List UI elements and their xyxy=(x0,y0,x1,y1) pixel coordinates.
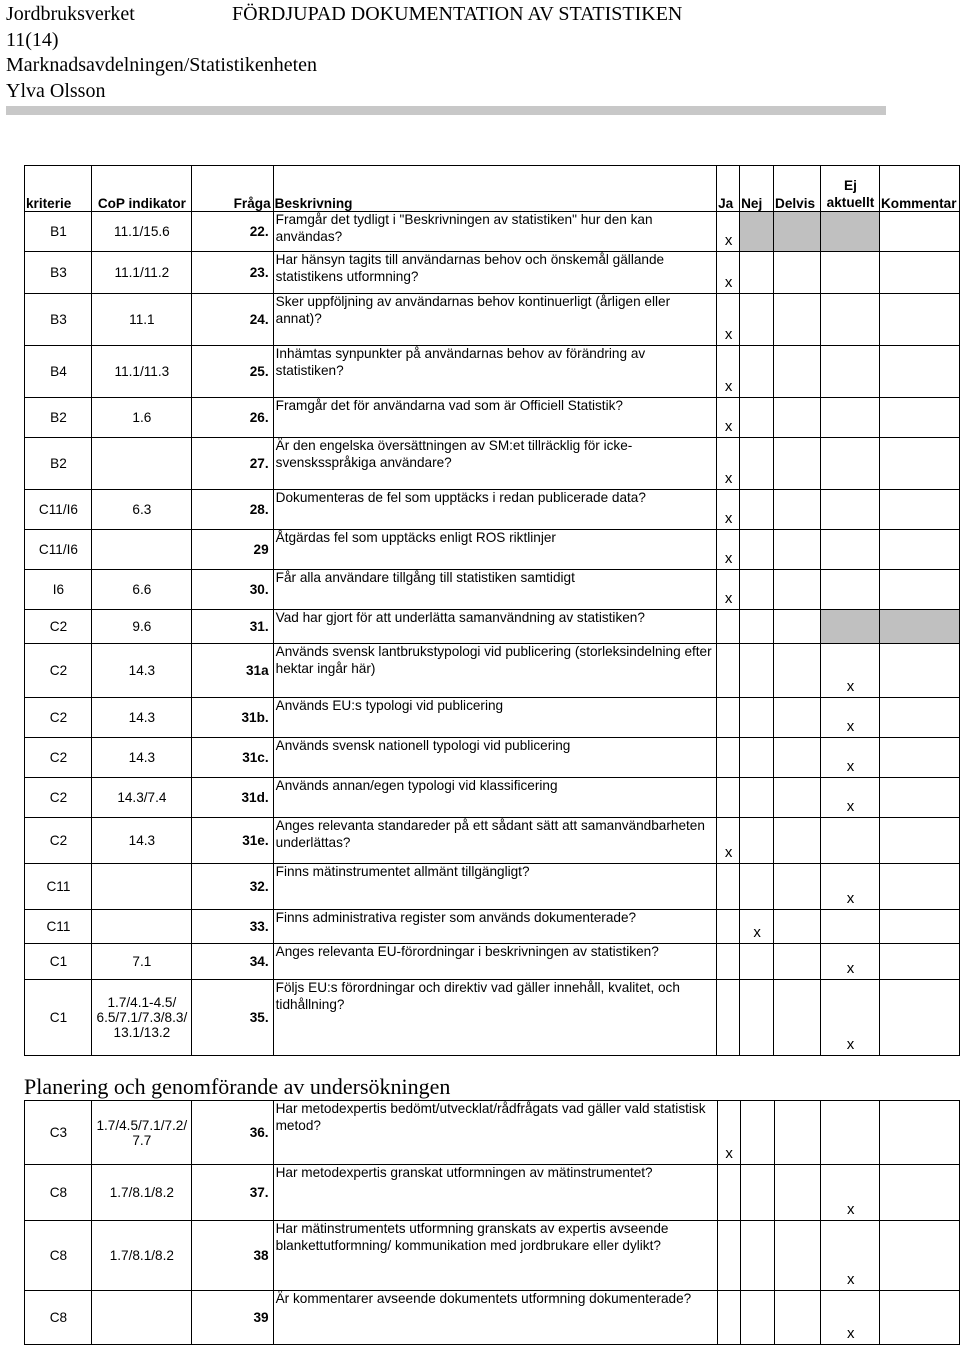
cell-kommentar xyxy=(879,778,959,818)
cell-mark xyxy=(821,398,880,438)
cell-cop: 11.1/11.3 xyxy=(91,346,191,398)
org-name: Jordbruksverket xyxy=(6,3,135,25)
cell-mark xyxy=(717,864,740,910)
cell-fraga: 35. xyxy=(191,980,273,1056)
cell-fraga: 24. xyxy=(191,294,273,346)
cell-kriterie: B4 xyxy=(25,346,92,398)
cell-mark: x xyxy=(717,818,740,864)
cell-mark: x xyxy=(717,252,740,294)
col-kommentar: Kommentar xyxy=(879,166,959,212)
cell-mark xyxy=(740,212,774,252)
cell-beskrivning: Används EU:s typologi vid publicering xyxy=(273,698,716,738)
cell-fraga: 31e. xyxy=(191,818,273,864)
cell-mark xyxy=(740,818,774,864)
cell-mark xyxy=(717,644,740,698)
cell-fraga: 27. xyxy=(191,438,273,490)
cell-beskrivning: Finns administrativa register som används dokumenterade? xyxy=(273,910,716,944)
cell-mark: x xyxy=(717,294,740,346)
document-title: FÖRDJUPAD DOKUMENTATION AV STATISTIKEN xyxy=(232,3,683,25)
assessment-table xyxy=(24,165,960,1056)
cell-mark xyxy=(717,1291,740,1345)
cell-kriterie: C8 xyxy=(25,1291,92,1345)
cell-mark xyxy=(774,980,821,1056)
cell-cop: 1.7/4.5/7.1/7.2/ 7.7 xyxy=(91,1101,191,1165)
cell-mark: x xyxy=(717,490,740,530)
cell-kommentar xyxy=(879,438,959,490)
cell-cop: 11.1/15.6 xyxy=(91,212,191,252)
cell-kriterie: B2 xyxy=(25,398,92,438)
table-row xyxy=(25,490,960,530)
cell-mark xyxy=(821,610,880,644)
cell-fraga: 39 xyxy=(191,1291,273,1345)
cell-kommentar xyxy=(879,610,959,644)
cell-mark xyxy=(821,252,880,294)
cell-cop: 7.1 xyxy=(91,944,191,980)
cell-mark xyxy=(774,212,821,252)
cell-mark xyxy=(740,1291,774,1345)
cell-beskrivning: Är den engelska översättningen av SM:et tillräcklig för icke-svensksspråkiga användare? xyxy=(273,438,716,490)
col-fraga: Fråga xyxy=(191,166,273,212)
cell-kommentar xyxy=(879,294,959,346)
cell-mark xyxy=(821,910,880,944)
cell-kriterie: B3 xyxy=(25,252,92,294)
cell-mark xyxy=(740,864,774,910)
cell-mark: x xyxy=(740,910,774,944)
cell-mark xyxy=(821,346,880,398)
cell-mark xyxy=(774,610,821,644)
cell-cop: 14.3 xyxy=(91,698,191,738)
cell-fraga: 31a xyxy=(191,644,273,698)
cell-kommentar xyxy=(879,398,959,438)
cell-mark: x xyxy=(821,1165,880,1221)
header-divider xyxy=(6,106,886,115)
cell-beskrivning: Vad har gjort för att underlätta samanvändning av statistiken? xyxy=(273,610,716,644)
table-row xyxy=(25,252,960,294)
cell-kommentar xyxy=(879,346,959,398)
cell-beskrivning: Anges relevanta EU-förordningar i beskrivningen av statistiken? xyxy=(273,944,716,980)
cell-mark xyxy=(740,944,774,980)
cell-fraga: 22. xyxy=(191,212,273,252)
cell-kommentar xyxy=(880,1291,960,1345)
cell-mark xyxy=(774,490,821,530)
cell-beskrivning: Åtgärdas fel som upptäcks enligt ROS riktlinjer xyxy=(273,530,716,570)
cell-mark xyxy=(717,910,740,944)
cell-fraga: 31c. xyxy=(191,738,273,778)
cell-mark: x xyxy=(821,738,880,778)
cell-beskrivning: Används annan/egen typologi vid klassificering xyxy=(273,778,716,818)
table-row xyxy=(25,398,960,438)
cell-cop: 1.7/8.1/8.2 xyxy=(91,1221,191,1291)
cell-mark xyxy=(821,490,880,530)
cell-kommentar xyxy=(879,910,959,944)
cell-mark xyxy=(774,1165,821,1221)
table-header-row xyxy=(25,166,960,212)
col-kriterie: kriterie xyxy=(25,166,92,212)
cell-cop: 6.3 xyxy=(91,490,191,530)
cell-mark: x xyxy=(717,570,740,610)
cell-mark: x xyxy=(821,1221,880,1291)
cell-mark xyxy=(774,346,821,398)
cell-mark xyxy=(774,294,821,346)
cell-fraga: 38 xyxy=(191,1221,273,1291)
cell-kriterie: C2 xyxy=(25,778,92,818)
cell-cop: 14.3 xyxy=(91,644,191,698)
cell-kommentar xyxy=(879,212,959,252)
cell-mark xyxy=(740,738,774,778)
cell-beskrivning: Används svensk nationell typologi vid publicering xyxy=(273,738,716,778)
cell-mark xyxy=(774,864,821,910)
cell-cop: 1.7/8.1/8.2 xyxy=(91,1165,191,1221)
cell-kriterie: C2 xyxy=(25,738,92,778)
col-cop: CoP indikator xyxy=(91,166,191,212)
cell-beskrivning: Är kommentarer avseende dokumentets utformning dokumenterade? xyxy=(273,1291,717,1345)
cell-beskrivning: Har hänsyn tagits till användarnas behov och önskemål gällande statistikens utformning? xyxy=(273,252,716,294)
table-row xyxy=(25,644,960,698)
cell-mark xyxy=(821,438,880,490)
cell-cop: 9.6 xyxy=(91,610,191,644)
cell-mark xyxy=(717,778,740,818)
cell-fraga: 31. xyxy=(191,610,273,644)
col-ej-aktuellt: Ej aktuellt xyxy=(821,166,880,212)
cell-cop: 1.7/4.1-4.5/ 6.5/7.1/7.3/8.3/ 13.1/13.2 xyxy=(91,980,191,1056)
cell-beskrivning: Har metodexpertis bedömt/utvecklat/rådfrågats vad gäller vald statistisk metod? xyxy=(273,1101,717,1165)
cell-mark: x xyxy=(717,346,740,398)
cell-kommentar xyxy=(879,944,959,980)
cell-fraga: 31d. xyxy=(191,778,273,818)
cell-beskrivning: Används svensk lantbrukstypologi vid publicering (storleksindelning efter hektar ingår här) xyxy=(273,644,716,698)
cell-mark xyxy=(821,818,880,864)
cell-beskrivning: Har mätinstrumentets utformning granskats av expertis avseende blankettutformning/ kommunikation med jordbrukare eller dylikt? xyxy=(273,1221,717,1291)
cell-mark xyxy=(717,944,740,980)
cell-mark: x xyxy=(821,1291,880,1345)
cell-cop: 14.3 xyxy=(91,818,191,864)
cell-mark xyxy=(821,212,880,252)
cell-cop xyxy=(91,438,191,490)
cell-mark xyxy=(740,398,774,438)
cell-mark xyxy=(821,294,880,346)
cell-kriterie: B3 xyxy=(25,294,92,346)
cell-mark: x xyxy=(821,644,880,698)
cell-beskrivning: Dokumenteras de fel som upptäcks i redan publicerade data? xyxy=(273,490,716,530)
cell-mark xyxy=(740,490,774,530)
cell-kriterie: C1 xyxy=(25,980,92,1056)
cell-beskrivning: Finns mätinstrumentet allmänt tillgängligt? xyxy=(273,864,716,910)
cell-mark xyxy=(740,1165,774,1221)
cell-kommentar xyxy=(879,570,959,610)
cell-mark xyxy=(774,398,821,438)
table-row xyxy=(25,530,960,570)
cell-fraga: 30. xyxy=(191,570,273,610)
table-row xyxy=(25,1165,960,1221)
cell-kriterie: C8 xyxy=(25,1221,92,1291)
cell-mark xyxy=(774,644,821,698)
cell-cop: 14.3 xyxy=(91,738,191,778)
cell-mark: x xyxy=(821,698,880,738)
cell-fraga: 37. xyxy=(191,1165,273,1221)
table-row xyxy=(25,294,960,346)
cell-fraga: 34. xyxy=(191,944,273,980)
cell-cop: 14.3/7.4 xyxy=(91,778,191,818)
table-row xyxy=(25,610,960,644)
cell-cop xyxy=(91,1291,191,1345)
cell-fraga: 29 xyxy=(191,530,273,570)
cell-mark xyxy=(740,438,774,490)
cell-mark: x xyxy=(717,212,740,252)
cell-kommentar xyxy=(880,1165,960,1221)
cell-kommentar xyxy=(879,490,959,530)
cell-mark xyxy=(717,738,740,778)
cell-mark: x xyxy=(821,944,880,980)
cell-mark xyxy=(717,980,740,1056)
cell-kriterie: B2 xyxy=(25,438,92,490)
table-row xyxy=(25,1291,960,1345)
cell-kriterie: C2 xyxy=(25,644,92,698)
cell-fraga: 36. xyxy=(191,1101,273,1165)
cell-fraga: 32. xyxy=(191,864,273,910)
cell-fraga: 33. xyxy=(191,910,273,944)
cell-mark xyxy=(740,610,774,644)
cell-mark xyxy=(774,1291,821,1345)
cell-mark xyxy=(821,1101,880,1165)
cell-mark xyxy=(740,252,774,294)
cell-cop xyxy=(91,530,191,570)
cell-mark xyxy=(717,698,740,738)
cell-mark xyxy=(774,570,821,610)
col-beskrivning: Beskrivning xyxy=(273,166,716,212)
department: Marknadsavdelningen/Statistikenheten xyxy=(6,54,318,76)
cell-fraga: 28. xyxy=(191,490,273,530)
cell-kriterie: C1 xyxy=(25,944,92,980)
cell-cop: 11.1 xyxy=(91,294,191,346)
cell-beskrivning: Inhämtas synpunkter på användarnas behov av förändring av statistiken? xyxy=(273,346,716,398)
cell-kommentar xyxy=(879,818,959,864)
table-row xyxy=(25,738,960,778)
cell-mark xyxy=(774,910,821,944)
table-row xyxy=(25,698,960,738)
cell-mark xyxy=(821,530,880,570)
cell-kommentar xyxy=(879,738,959,778)
table-row xyxy=(25,438,960,490)
cell-mark: x xyxy=(717,398,740,438)
cell-mark xyxy=(740,1221,774,1291)
cell-kommentar xyxy=(879,530,959,570)
cell-kriterie: C11 xyxy=(25,910,92,944)
cell-kommentar xyxy=(879,864,959,910)
table-row xyxy=(25,1101,960,1165)
cell-mark xyxy=(717,610,740,644)
cell-mark xyxy=(740,294,774,346)
cell-kriterie: C3 xyxy=(25,1101,92,1165)
cell-mark: x xyxy=(821,980,880,1056)
cell-kriterie: C11/I6 xyxy=(25,490,92,530)
table-row xyxy=(25,944,960,980)
cell-fraga: 26. xyxy=(191,398,273,438)
cell-mark xyxy=(821,570,880,610)
cell-kriterie: C2 xyxy=(25,818,92,864)
cell-mark xyxy=(740,698,774,738)
col-ja: Ja xyxy=(717,166,740,212)
cell-mark xyxy=(740,570,774,610)
cell-mark xyxy=(774,738,821,778)
planning-table xyxy=(24,1100,960,1345)
cell-beskrivning: Framgår det tydligt i "Beskrivningen av statistiken" hur den kan användas? xyxy=(273,212,716,252)
cell-mark xyxy=(740,1101,774,1165)
cell-cop: 6.6 xyxy=(91,570,191,610)
cell-kommentar xyxy=(879,980,959,1056)
cell-kommentar xyxy=(879,252,959,294)
cell-cop xyxy=(91,910,191,944)
cell-kriterie: C2 xyxy=(25,610,92,644)
table-row xyxy=(25,778,960,818)
cell-kommentar xyxy=(879,698,959,738)
table-row xyxy=(25,910,960,944)
cell-fraga: 31b. xyxy=(191,698,273,738)
cell-kriterie: C2 xyxy=(25,698,92,738)
cell-mark xyxy=(774,944,821,980)
cell-mark: x xyxy=(717,1101,740,1165)
cell-mark xyxy=(740,980,774,1056)
cell-mark: x xyxy=(821,864,880,910)
cell-cop: 11.1/11.2 xyxy=(91,252,191,294)
table-row xyxy=(25,980,960,1056)
cell-kriterie: I6 xyxy=(25,570,92,610)
cell-mark xyxy=(717,1165,740,1221)
cell-beskrivning: Sker uppföljning av användarnas behov kontinuerligt (årligen eller annat)? xyxy=(273,294,716,346)
cell-mark xyxy=(774,1101,821,1165)
table-row xyxy=(25,570,960,610)
table-row xyxy=(25,346,960,398)
cell-mark: x xyxy=(717,438,740,490)
table-row xyxy=(25,212,960,252)
cell-mark xyxy=(774,1221,821,1291)
cell-cop: 1.6 xyxy=(91,398,191,438)
cell-beskrivning: Får alla användare tillgång till statistiken samtidigt xyxy=(273,570,716,610)
cell-kommentar xyxy=(880,1221,960,1291)
cell-kriterie: C11 xyxy=(25,864,92,910)
cell-mark xyxy=(774,698,821,738)
cell-mark: x xyxy=(717,530,740,570)
cell-kommentar xyxy=(879,644,959,698)
page-number: 11(14) xyxy=(6,28,59,51)
cell-mark xyxy=(740,346,774,398)
cell-beskrivning: Följs EU:s förordningar och direktiv vad gäller innehåll, kvalitet, och tidhållning? xyxy=(273,980,716,1056)
table-row xyxy=(25,818,960,864)
cell-kommentar xyxy=(880,1101,960,1165)
cell-mark xyxy=(740,778,774,818)
cell-mark: x xyxy=(821,778,880,818)
cell-kriterie: B1 xyxy=(25,212,92,252)
cell-cop xyxy=(91,864,191,910)
table-row xyxy=(25,1221,960,1291)
cell-mark xyxy=(774,530,821,570)
section-title: Planering och genomförande av undersökningen xyxy=(24,1074,451,1099)
cell-mark xyxy=(740,644,774,698)
cell-fraga: 23. xyxy=(191,252,273,294)
cell-beskrivning: Anges relevanta standareder på ett sådant sätt att samanvändbarheten underlättas? xyxy=(273,818,716,864)
cell-kriterie: C8 xyxy=(25,1165,92,1221)
col-delvis: Delvis xyxy=(774,166,821,212)
author: Ylva Olsson xyxy=(6,79,106,102)
cell-mark xyxy=(774,778,821,818)
cell-mark xyxy=(774,818,821,864)
cell-beskrivning: Framgår det för användarna vad som är Officiell Statistik? xyxy=(273,398,716,438)
cell-mark xyxy=(774,252,821,294)
col-nej: Nej xyxy=(740,166,774,212)
cell-beskrivning: Har metodexpertis granskat utformningen av mätinstrumentet? xyxy=(273,1165,717,1221)
cell-mark xyxy=(774,438,821,490)
cell-mark xyxy=(717,1221,740,1291)
cell-kriterie: C11/I6 xyxy=(25,530,92,570)
table-row xyxy=(25,864,960,910)
cell-fraga: 25. xyxy=(191,346,273,398)
cell-mark xyxy=(740,530,774,570)
